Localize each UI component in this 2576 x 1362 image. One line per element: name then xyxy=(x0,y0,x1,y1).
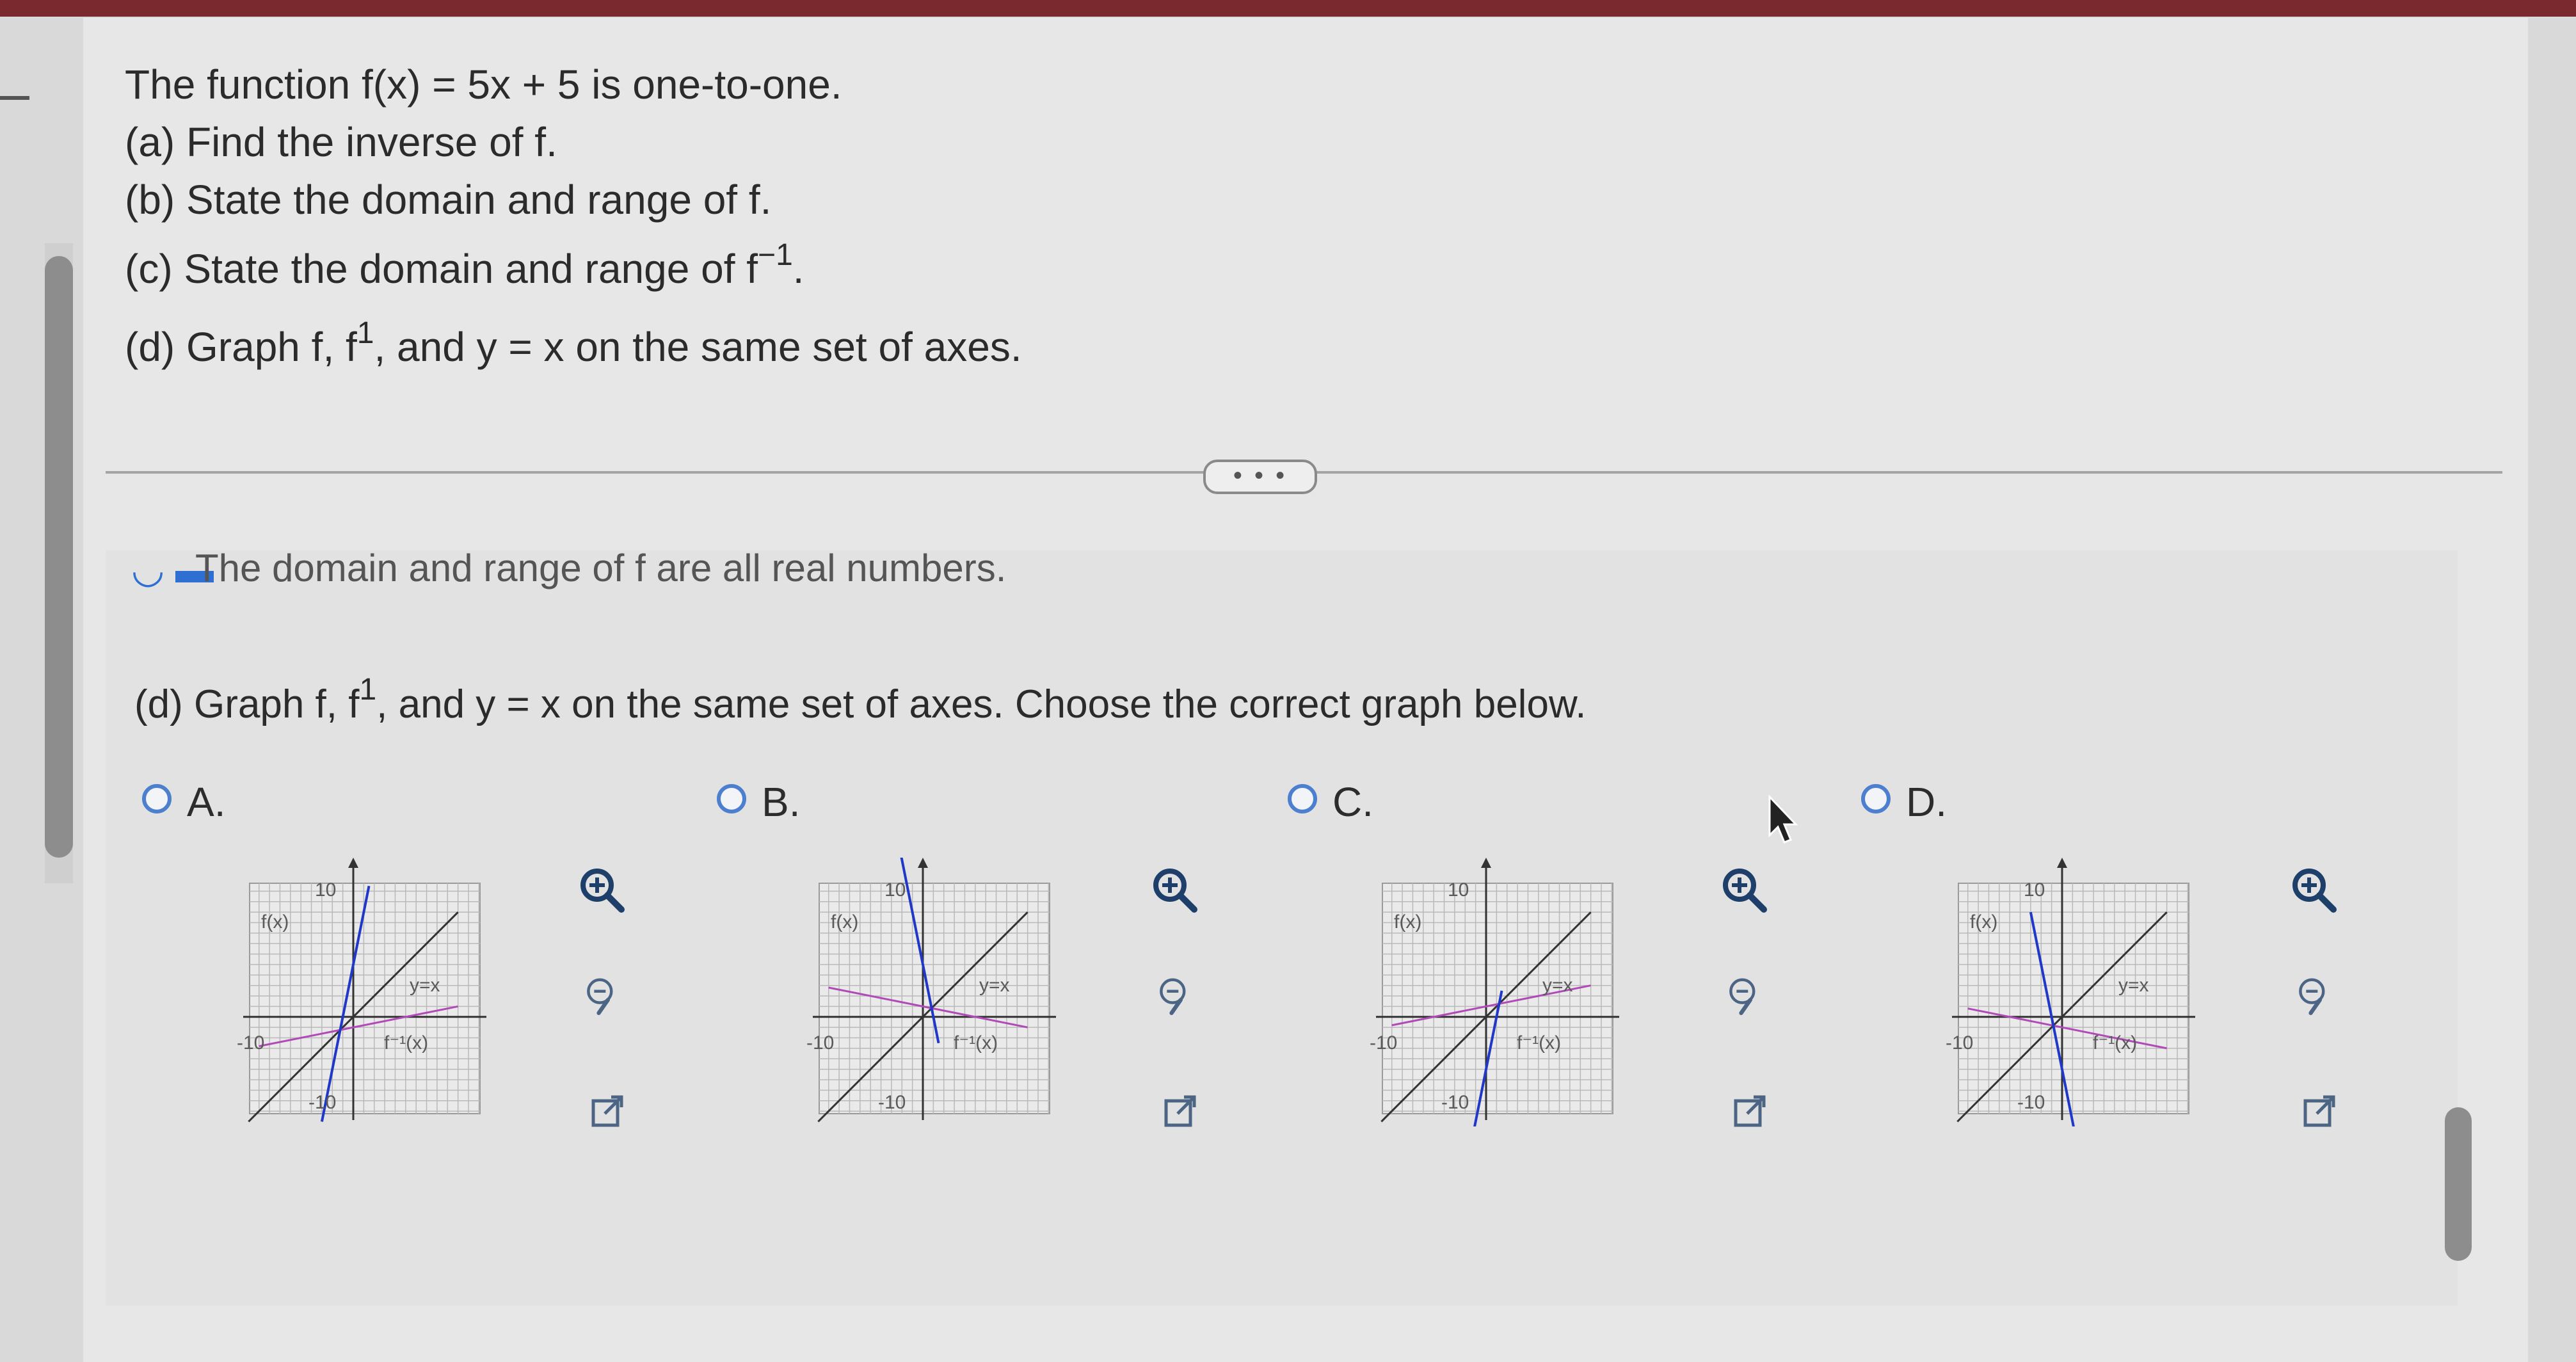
y-min-label: -10 xyxy=(308,1092,337,1113)
part-c-period: . xyxy=(792,246,804,292)
option-c-zoom-out-button[interactable] xyxy=(1715,966,1773,1024)
option-a-open-window-button[interactable] xyxy=(579,1082,637,1139)
left-scrollbar-thumb[interactable] xyxy=(45,256,73,858)
zoom-in-icon xyxy=(1149,865,1199,915)
left-edge-marker xyxy=(0,96,29,100)
zoom-in-icon xyxy=(577,865,627,915)
zoom-in-icon xyxy=(1719,865,1769,915)
open-new-window-icon xyxy=(589,1092,627,1129)
open-new-window-icon xyxy=(1732,1092,1769,1129)
x-min-label: -10 xyxy=(1946,1032,1974,1054)
option-b-label: B. xyxy=(762,779,801,825)
graph-canvas xyxy=(230,858,486,1126)
y-axis-arrow xyxy=(918,858,928,868)
option-c-radio[interactable] xyxy=(1288,784,1317,813)
question-part-b: (b) State the domain and range of f. xyxy=(125,177,772,223)
option-b-radio[interactable] xyxy=(717,784,746,813)
y-min-label: -10 xyxy=(878,1092,906,1113)
option-d-zoom-in-button[interactable] xyxy=(2285,861,2342,918)
option-a-zoom-in-button[interactable] xyxy=(573,861,630,918)
x-min-label: -10 xyxy=(1370,1032,1398,1054)
part-d-prompt xyxy=(134,673,1587,726)
inverse-exponent: −1 xyxy=(758,238,793,272)
zoom-out-icon xyxy=(579,973,624,1018)
y-equals-x-label: y=x xyxy=(2118,974,2149,996)
option-d-label: D. xyxy=(1906,779,1947,825)
question-part-d xyxy=(125,316,1022,370)
option-b-zoom-out-button[interactable] xyxy=(1146,966,1203,1024)
question-part-c xyxy=(125,238,804,292)
mouse-cursor-icon xyxy=(1766,794,1798,845)
part-c-text: (c) State the domain and range of f xyxy=(125,246,758,292)
question-part-a: (a) Find the inverse of f. xyxy=(125,119,557,165)
y-axis-arrow xyxy=(2057,858,2067,868)
x-min-label: -10 xyxy=(806,1032,835,1054)
option-a-graph xyxy=(230,858,486,1126)
zoom-out-icon xyxy=(2291,973,2336,1018)
y-min-label: -10 xyxy=(1441,1092,1469,1113)
option-b-graph xyxy=(800,858,1056,1126)
f-inverse-label: f⁻¹(x) xyxy=(384,1032,429,1054)
browser-top-band xyxy=(0,0,2576,17)
f-label: f(x) xyxy=(261,911,289,933)
y-equals-x-label: y=x xyxy=(979,974,1010,996)
y-max-label: 10 xyxy=(1448,879,1469,901)
option-d-open-window-button[interactable] xyxy=(2291,1082,2349,1139)
y-equals-x-label: y=x xyxy=(410,974,440,996)
answered-marker: ◡ ▬ xyxy=(131,548,214,591)
f-inverse-label: f⁻¹(x) xyxy=(2093,1032,2138,1054)
option-d-zoom-out-button[interactable] xyxy=(2285,966,2342,1024)
option-b-zoom-in-button[interactable] xyxy=(1146,861,1203,918)
zoom-out-icon xyxy=(1152,973,1197,1018)
zoom-in-icon xyxy=(2289,865,2339,915)
open-new-window-icon xyxy=(1162,1092,1199,1129)
graph-canvas xyxy=(1939,858,2195,1126)
graph-canvas xyxy=(800,858,1056,1126)
y-axis-arrow xyxy=(348,858,358,868)
f-label: f(x) xyxy=(831,911,859,933)
option-c-zoom-in-button[interactable] xyxy=(1715,861,1773,918)
f-label: f(x) xyxy=(1394,911,1422,933)
part-d-text: (d) Graph f, f xyxy=(125,324,357,370)
option-b-open-window-button[interactable] xyxy=(1152,1082,1210,1139)
f-inverse-label: f⁻¹(x) xyxy=(1517,1032,1562,1054)
f-inverse-label: f⁻¹(x) xyxy=(954,1032,998,1054)
x-min-label: -10 xyxy=(237,1032,265,1054)
part-d-suffix: , and y = x on the same set of axes. xyxy=(374,324,1022,370)
option-a-zoom-out-button[interactable] xyxy=(573,966,630,1024)
y-axis-arrow xyxy=(1481,858,1491,868)
option-d-graph xyxy=(1939,858,2195,1126)
y-min-label: -10 xyxy=(2017,1092,2045,1113)
part-d-prompt-text: (d) Graph f, f xyxy=(134,682,360,726)
option-c-open-window-button[interactable] xyxy=(1722,1082,1779,1139)
part-d-prompt-suffix: , and y = x on the same set of axes. Choose the correct graph below. xyxy=(376,682,1587,726)
inverse-exponent: 1 xyxy=(359,673,377,707)
y-equals-x-label: y=x xyxy=(1542,974,1573,996)
option-d-radio[interactable] xyxy=(1861,784,1891,813)
zoom-out-icon xyxy=(1722,973,1766,1018)
right-scrollbar-thumb[interactable] xyxy=(2445,1107,2472,1261)
expand-button[interactable]: • • • xyxy=(1203,460,1317,494)
question-intro: The function f(x) = 5x + 5 is one-to-one. xyxy=(125,61,842,108)
option-c-label: C. xyxy=(1332,779,1373,825)
graph-canvas xyxy=(1363,858,1619,1126)
option-c-graph xyxy=(1363,858,1619,1126)
part-c-answer-text: The domain and range of f are all real numbers. xyxy=(195,547,1007,589)
open-new-window-icon xyxy=(2301,1092,2339,1129)
y-max-label: 10 xyxy=(2024,879,2045,901)
y-max-label: 10 xyxy=(315,879,337,901)
y-max-label: 10 xyxy=(884,879,906,901)
option-a-label: A. xyxy=(187,779,226,825)
f-label: f(x) xyxy=(1970,911,1998,933)
inverse-exponent: 1 xyxy=(356,316,374,350)
option-a-radio[interactable] xyxy=(142,784,172,813)
